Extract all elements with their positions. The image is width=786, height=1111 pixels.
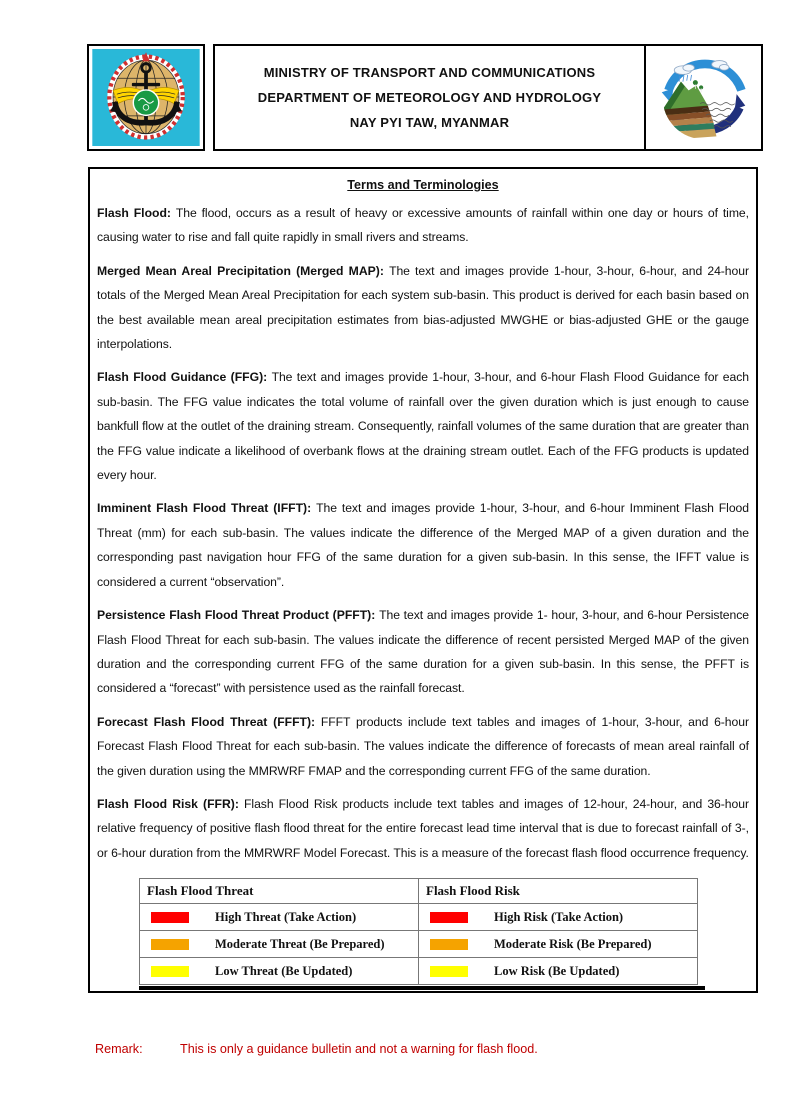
ministry-emblem-logo (92, 49, 200, 146)
remark-label: Remark: (95, 1042, 143, 1056)
legend-col-risk-header: Flash Flood Risk (419, 879, 698, 904)
legend-table (139, 878, 698, 985)
water-cycle-logo (656, 50, 752, 146)
dmh-logo-box (646, 46, 761, 149)
terms-list (97, 201, 749, 865)
remark-text: This is only a guidance bulletin and not a warning for flash flood. (180, 1042, 538, 1056)
term-label: Merged Mean Areal Precipitation (Merged MAP): (97, 263, 390, 278)
header-title-box (213, 44, 763, 151)
risk-label: Moderate Risk (Be Prepared) (494, 936, 652, 951)
color-swatch (151, 966, 189, 977)
header-left-logo-box (87, 44, 205, 151)
term-definition: The text and images provide 1- hour, 3-hour, and 6-hour Persistence Flash Flood Threat for each sub-basin. The values indicate the difference of recent persisted Merged MAP of the given duration and the corresponding current FFG of the same duration for a given sub-basin. In this sense, the PFFT is considered a “forecast” with persistence used as the rainfall forecast. (97, 608, 750, 696)
threat-label: Moderate Threat (Be Prepared) (215, 936, 385, 951)
term-definition: The text and images provide 1-hour, 3-hour, and 6-hour Imminent Flash Flood Threat (mm) for each sub-basin. The values indicate the difference of the Merged MAP of a given duration and the corresponding past navigation hour FFG of the same duration for a given sub-basin. In this sense, the IFFT value is considered a current “observation”. (97, 501, 749, 589)
legend-wrap (139, 878, 705, 990)
page-title: Terms and Terminologies (347, 178, 499, 192)
table-underline (139, 986, 705, 990)
term-label: Persistence Flash Flood Threat Product (PFFT): (97, 608, 380, 623)
color-swatch (151, 912, 189, 923)
color-swatch (430, 912, 468, 923)
term-label: Flash Flood Risk (FFR): (97, 796, 245, 811)
legend-table-row (140, 931, 698, 958)
risk-label: High Risk (Take Action) (494, 909, 624, 924)
legend-table-row (140, 958, 698, 985)
term-paragraph (97, 201, 749, 250)
department-line: DEPARTMENT OF METEOROLOGY AND HYDROLOGY (257, 90, 602, 105)
term-label: Forecast Flash Flood Threat (FFFT): (97, 714, 321, 729)
term-paragraph (97, 365, 749, 487)
term-label: Imminent Flash Flood Threat (IFFT): (97, 501, 317, 516)
legend-table-body (140, 904, 698, 985)
term-paragraph (97, 710, 749, 783)
term-definition: The text and images provide 1-hour, 3-hour, and 6-hour Flash Flood Guidance for each sub-basin. The FFG value indicates the total volume of rainfall over the given duration which is just enough to cause bankfull flow at the outlet of the draining stream. Consequently, rainfall volumes of the same duration that are greater than the FFG value indicate a likelihood of overbank flows at the draining stream outlet. Each of the FFG products is updated every hour. (97, 370, 749, 483)
term-definition: FFFT products include text tables and images of 1-hour, 3-hour, and 6-hour Forecast Flash Flood Threat for each sub-basin. The values indicate the difference of forecasts of mean areal rainfall of the given duration using the MMRWRF FMAP and the corresponding current FFG of the same duration. (97, 714, 750, 778)
term-paragraph (97, 496, 749, 594)
city-line: NAY PYI TAW, MYANMAR (349, 115, 510, 130)
header-titles (215, 46, 646, 149)
color-swatch (151, 939, 189, 950)
term-definition: Flash Flood Risk products include text tables and images of 12-hour, 24-hour, and 36-hour relative frequency of positive flash flood threat for the entire forecast lead time interval that is due to forecast rainfall of 3-, or 6-hour duration from the MMRWRF Model Forecast. This is a measure of the forecast flash flood occurrence frequency. (97, 796, 749, 860)
terms-box (88, 167, 758, 993)
term-definition: The text and images provide 1-hour, 3-hour, 6-hour, and 24-hour totals of the Merged Mean Areal Precipitation for each system sub-basin. This product is derived for each basin based on the best available mean areal precipitation estimates from bias-adjusted MWGHE or bias-adjusted GHE or the gauge interpolations. (97, 263, 749, 352)
color-swatch (430, 966, 468, 977)
term-label: Flash Flood: (97, 206, 176, 220)
term-paragraph (97, 259, 749, 357)
ministry-line: MINISTRY OF TRANSPORT AND COMMUNICATIONS (263, 65, 596, 80)
term-paragraph (97, 792, 749, 865)
remark (95, 1042, 538, 1056)
threat-label: High Threat (Take Action) (215, 909, 357, 924)
legend-col-threat-header: Flash Flood Threat (140, 879, 419, 904)
legend-table-row (140, 904, 698, 931)
term-label: Flash Flood Guidance (FFG): (97, 370, 272, 385)
term-definition: The flood, occurs as a result of heavy or excessive amounts of rainfall within one day or hours of time, causing water to rise and fall quite rapidly in small rivers and streams. (97, 206, 749, 245)
term-paragraph (97, 603, 749, 701)
threat-label: Low Threat (Be Updated) (215, 963, 353, 978)
risk-label: Low Risk (Be Updated) (494, 963, 620, 978)
color-swatch (430, 939, 468, 950)
